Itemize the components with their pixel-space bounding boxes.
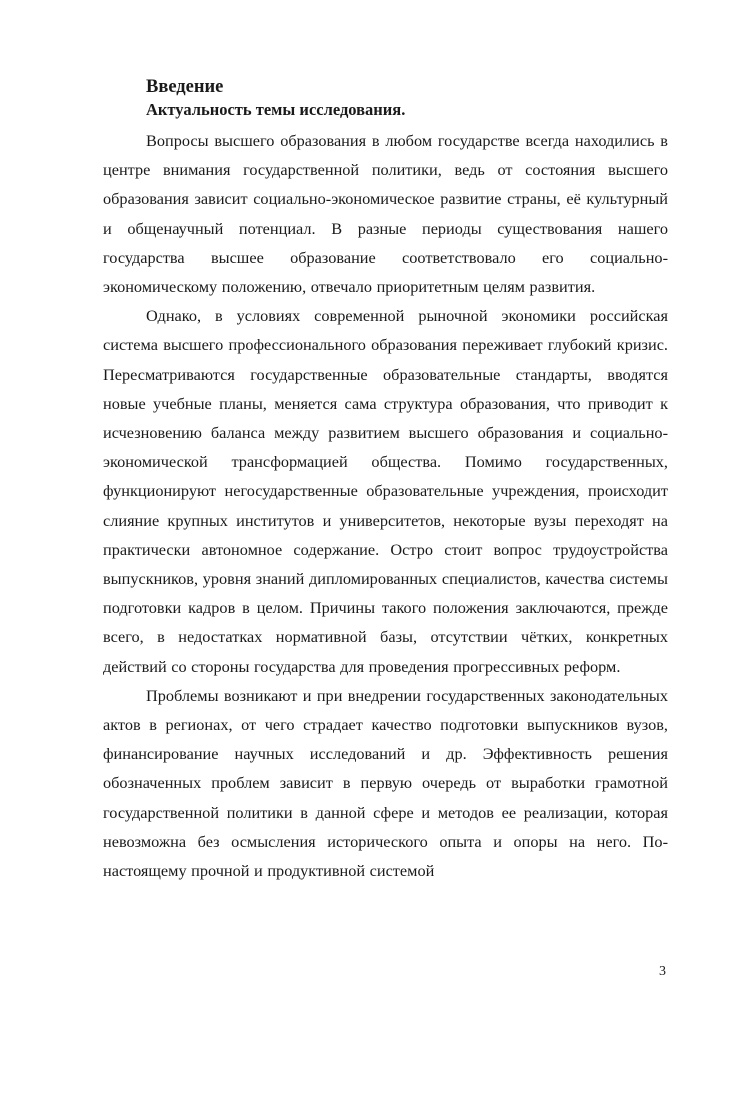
paragraph-3: Проблемы возникают и при внедрении государственных законодательных актов в регионах, от чего страдает качество подготовки выпускников вузов, финансирование научных исследований и др. Эффективность решения обозначенных проблем зависит в первую очередь от выработки грамотной государственной политики в данной сфере и методов ее реализации, которая невозможна без осмысления исторического опыта и опоры на него. По-настоящему прочной и продуктивной системой xyxy=(103,685,668,881)
page-content xyxy=(103,76,668,885)
section-subheading: Актуальность темы исследования. xyxy=(146,100,406,119)
paragraph-1: Вопросы высшего образования в любом государстве всегда находились в центре внимания государственной политики, ведь от состояния высшего образования зависит социально-экономическое развитие страны, её культурный и общенаучный потенциал. В разные периоды существования нашего государства высшее образование соответствовало его социально-экономическому положению, отвечало приоритетным целям развития. xyxy=(103,131,668,297)
page-number: 3 xyxy=(659,964,666,979)
section-heading: Введение xyxy=(146,77,224,97)
paragraph-2: Однако, в условиях современной рыночной экономики российская система высшего профессионального образования переживает глубокий кризис. Пересматриваются государственные образовательные стандарты, вводятся новые учебные планы, меняется сама структура образования, что приводит к исчезновению баланса между развитием высшего образования и социально-экономической трансформацией общества. Помимо государственных, функционируют негосударственные образовательные учреждения, происходит слияние крупных институтов и университетов, некоторые вузы переходят на практически автономное содержание. Остро стоит вопрос трудоустройства выпускников, уровня знаний дипломированных специалистов, качества системы подготовки кадров в целом. Причины такого положения заключаются, прежде всего, в недостатках нормативной базы, отсутствии чётких, конкретных действий со стороны государства для проведения прогрессивных реформ. xyxy=(103,306,668,676)
